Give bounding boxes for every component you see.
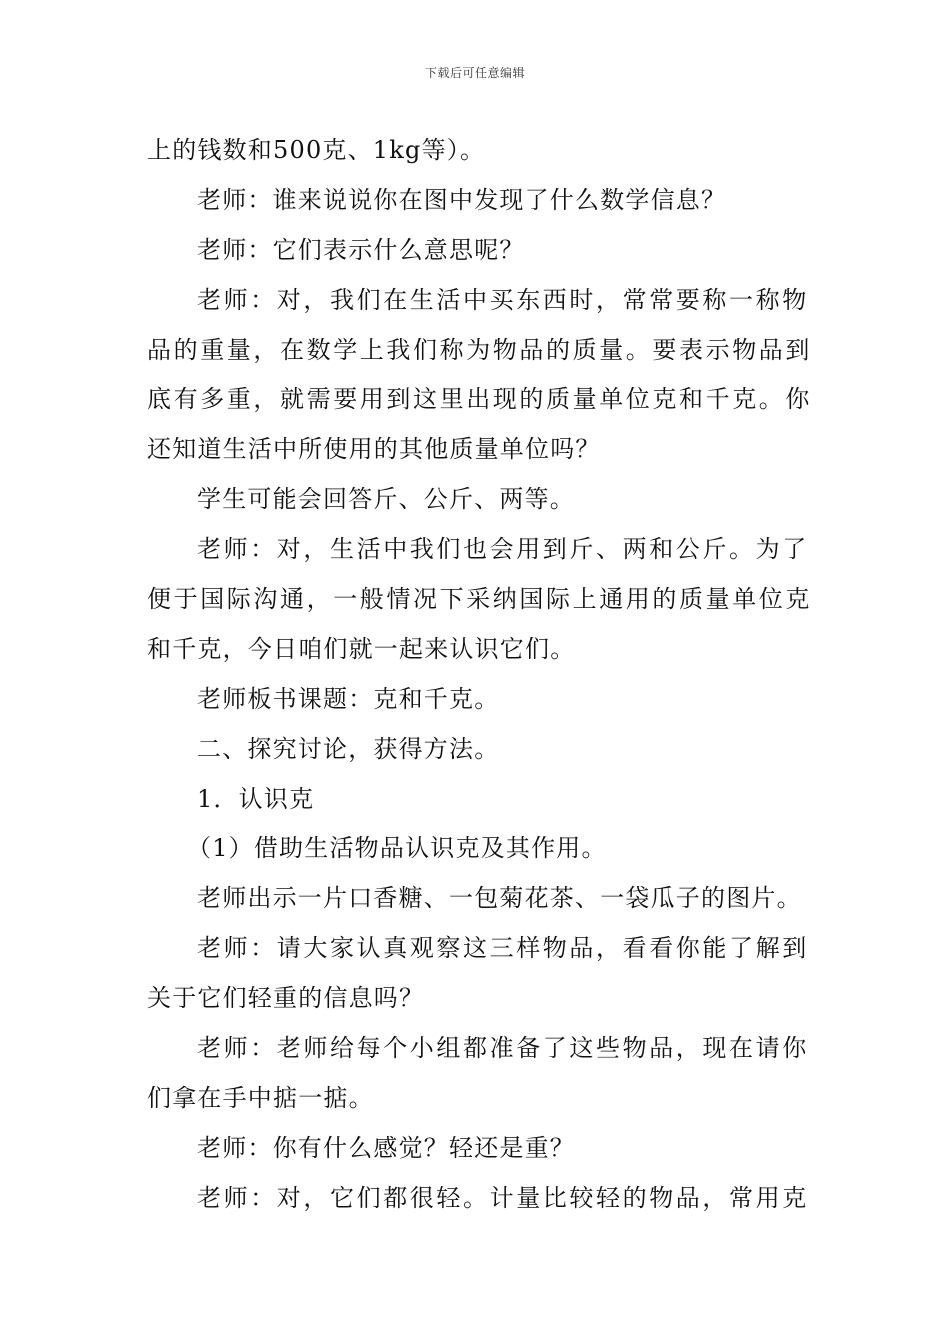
text-line: 老师：请大家认真观察这三样物品，看看你能了解到: [197, 934, 809, 963]
text-line: 老师：对，它们都很轻。计量比较轻的物品，常用克: [197, 1183, 809, 1212]
text-line: 老师：你有什么感觉？轻还是重？: [197, 1133, 575, 1162]
text-line: 二、探究讨论，获得方法。: [197, 734, 500, 763]
text-line: 老师：它们表示什么意思呢？: [197, 235, 525, 264]
text-line: 老师：对，我们在生活中买东西时，常常要称一称物: [197, 285, 809, 314]
text-line: 便于国际沟通，一般情况下采纳国际上通用的质量单位克: [147, 585, 812, 614]
text-line: 们拿在手中掂一掂。: [147, 1083, 374, 1112]
text-line: 老师：老师给每个小组都准备了这些物品，现在请你: [197, 1034, 809, 1063]
page-header: 下载后可任意编辑: [424, 66, 525, 80]
document-body: [147, 126, 812, 1224]
text-line: 还知道生活中所使用的其他质量单位吗？: [147, 435, 601, 464]
text-line: 上的钱数和500克、1kg等）。: [147, 136, 486, 164]
text-line: 老师出示一片口香糖、一包菊花茶、一袋瓜子的图片。: [197, 884, 802, 913]
text-line: 1．认识克: [197, 784, 315, 813]
text-line: 底有多重，就需要用到这里出现的质量单位克和千克。你: [147, 385, 812, 414]
text-line: 老师：对，生活中我们也会用到斤、两和公斤。为了: [197, 535, 809, 564]
text-line: 关于它们轻重的信息吗？: [147, 984, 425, 1013]
text-line: （1）借助生活物品认识克及其作用。: [187, 834, 607, 863]
text-line: 和千克，今日咱们就一起来认识它们。: [147, 634, 576, 663]
text-line: 学生可能会回答斤、公斤、两等。: [197, 485, 575, 514]
text-line: 品的重量，在数学上我们称为物品的质量。要表示物品到: [147, 335, 812, 364]
text-line: 老师板书课题：克和千克。: [197, 684, 500, 713]
text-line: 老师：谁来说说你在图中发现了什么数学信息？: [197, 185, 727, 214]
